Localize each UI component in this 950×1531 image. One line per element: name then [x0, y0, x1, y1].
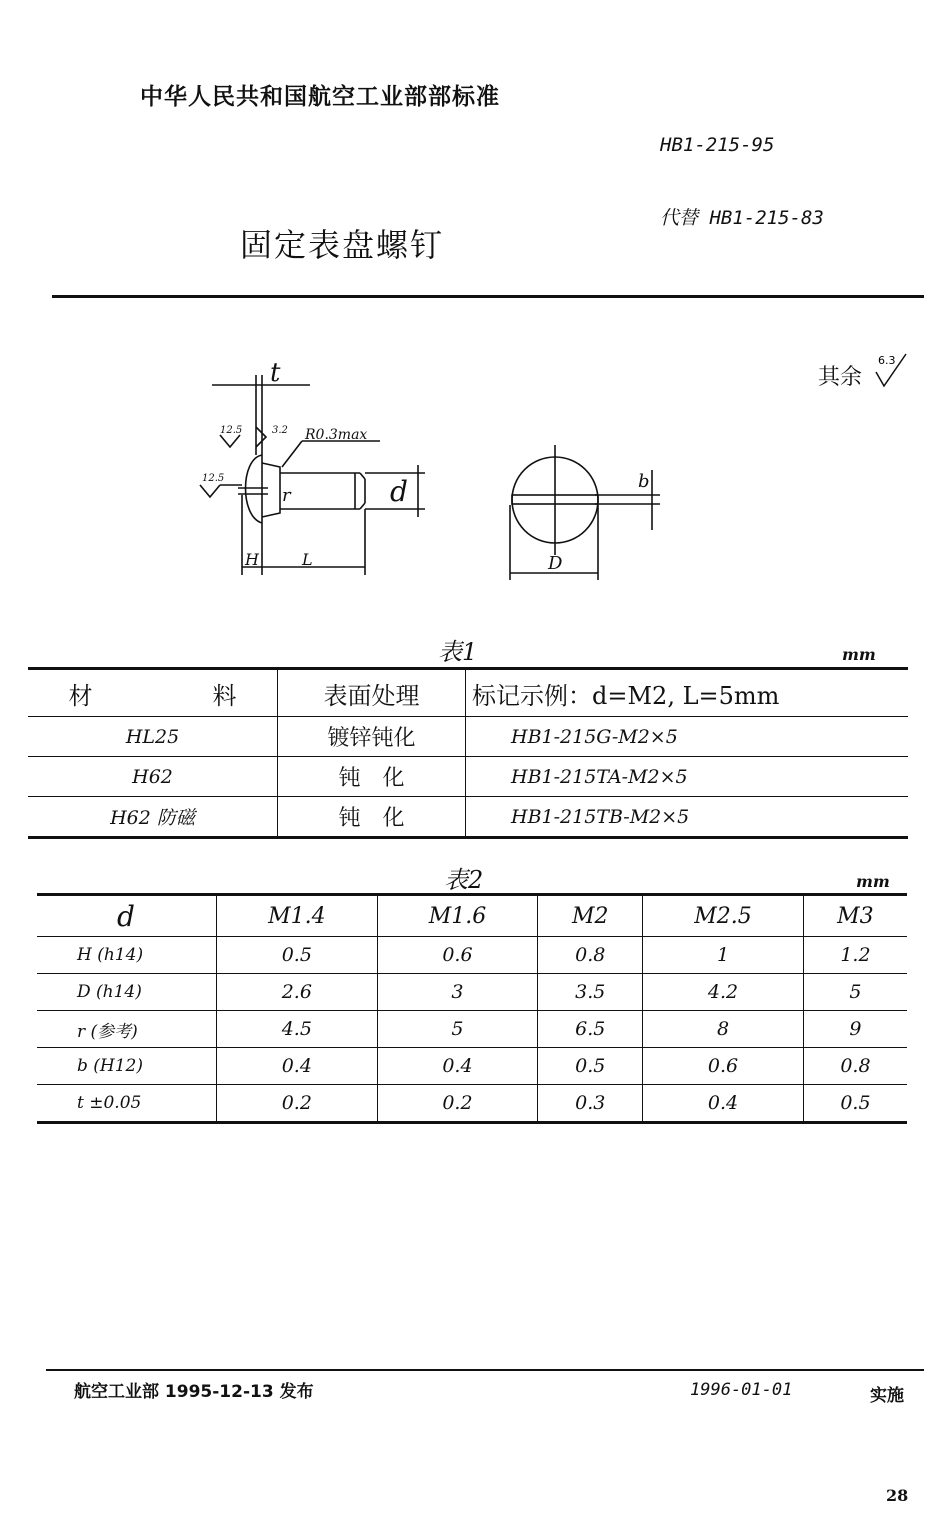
label-rough-125b: 12.5 [202, 473, 225, 484]
value-cell: 1.2 [803, 937, 907, 974]
value-cell: 5 [803, 974, 907, 1011]
value-cell: 3 [377, 974, 538, 1011]
header-size: M3 [803, 895, 907, 937]
value-cell: 0.8 [803, 1048, 907, 1085]
table1-unit: mm [842, 645, 876, 664]
label-b: b [638, 471, 650, 492]
table-row [28, 797, 908, 838]
row-label: r (参考) [37, 1011, 217, 1048]
table2-caption: 表2 [444, 866, 484, 894]
label-rough-32: 3.2 [272, 425, 288, 436]
label-r: r [282, 485, 291, 506]
row-label: H (h14) [37, 937, 217, 974]
label-radius: R0.3max [305, 427, 368, 443]
table1-caption: 表1 [438, 638, 478, 666]
table-row [37, 974, 907, 1011]
label-D: D [548, 553, 563, 574]
material-cell: H62 防磁 [28, 797, 278, 838]
value-cell: 8 [643, 1011, 804, 1048]
header-surface-treatment: 表面处理 [278, 669, 466, 717]
label-L: L [302, 550, 313, 569]
value-cell: 0.3 [538, 1085, 643, 1123]
table2-unit: mm [856, 872, 890, 891]
standard-code: HB1-215-95 [660, 134, 775, 156]
table-row [37, 1011, 907, 1048]
header-d: d [37, 895, 217, 937]
row-label: b (H12) [37, 1048, 217, 1085]
value-cell: 0.5 [538, 1048, 643, 1085]
header-rule [52, 295, 924, 298]
value-cell: 0.5 [803, 1085, 907, 1123]
issue-statement: 航空工业部 1995-12-13 发布 [74, 1382, 314, 1402]
screw-drawing [190, 355, 680, 595]
roughness-symbol-icon [872, 352, 912, 392]
value-cell: 2.6 [217, 974, 378, 1011]
value-cell: 0.2 [217, 1085, 378, 1123]
material-cell: H62 [28, 757, 278, 797]
header-material: 材 料 [28, 669, 278, 717]
header-size: M1.6 [377, 895, 538, 937]
value-cell: 3.5 [538, 974, 643, 1011]
table1 [28, 667, 908, 839]
table2 [37, 893, 907, 1124]
header-size: M1.4 [217, 895, 378, 937]
table-row [28, 757, 908, 797]
row-label: D (h14) [37, 974, 217, 1011]
header-marking-example: 标记示例：d=M2, L=5mm [466, 669, 909, 717]
label-rough-125a: 12.5 [220, 425, 243, 436]
treatment-cell: 钝 化 [278, 797, 466, 838]
table-row [37, 937, 907, 974]
value-cell: 0.4 [377, 1048, 538, 1085]
label-d: d [390, 475, 408, 508]
value-cell: 0.2 [377, 1085, 538, 1123]
marking-cell: HB1-215TA-M2×5 [466, 757, 909, 797]
table-row [37, 1048, 907, 1085]
value-cell: 4.5 [217, 1011, 378, 1048]
page-number: 28 [886, 1486, 909, 1505]
row-label: t ±0.05 [37, 1085, 217, 1123]
table-header-row [37, 895, 907, 937]
document-title: 固定表盘螺钉 [240, 226, 445, 264]
treatment-cell: 钝 化 [278, 757, 466, 797]
table-row [28, 717, 908, 757]
value-cell: 5 [377, 1011, 538, 1048]
table-header-row [28, 669, 908, 717]
label-H: H [245, 550, 259, 569]
value-cell: 0.8 [538, 937, 643, 974]
value-cell: 1 [643, 937, 804, 974]
footer-rule [46, 1369, 924, 1371]
header-size: M2.5 [643, 895, 804, 937]
replaces-standard: 代替 HB1-215-83 [660, 207, 824, 229]
value-cell: 0.4 [217, 1048, 378, 1085]
value-cell: 4.2 [643, 974, 804, 1011]
value-cell: 0.4 [643, 1085, 804, 1123]
value-cell: 0.6 [377, 937, 538, 974]
label-t: t [270, 358, 281, 388]
value-cell: 9 [803, 1011, 907, 1048]
value-cell: 0.6 [643, 1048, 804, 1085]
header-size: M2 [538, 895, 643, 937]
issuing-organization: 中华人民共和国航空工业部部标准 [140, 84, 500, 110]
value-cell: 0.5 [217, 937, 378, 974]
marking-cell: HB1-215TB-M2×5 [466, 797, 909, 838]
effective-label: 实施 [870, 1386, 904, 1406]
effective-date: 1996-01-01 [690, 1380, 793, 1400]
treatment-cell: 镀锌钝化 [278, 717, 466, 757]
material-cell: HL25 [28, 717, 278, 757]
value-cell: 6.5 [538, 1011, 643, 1048]
table-row [37, 1085, 907, 1123]
roughness-value: 6.3 [878, 354, 896, 367]
roughness-note: 其余 [818, 365, 863, 390]
marking-cell: HB1-215G-M2×5 [466, 717, 909, 757]
